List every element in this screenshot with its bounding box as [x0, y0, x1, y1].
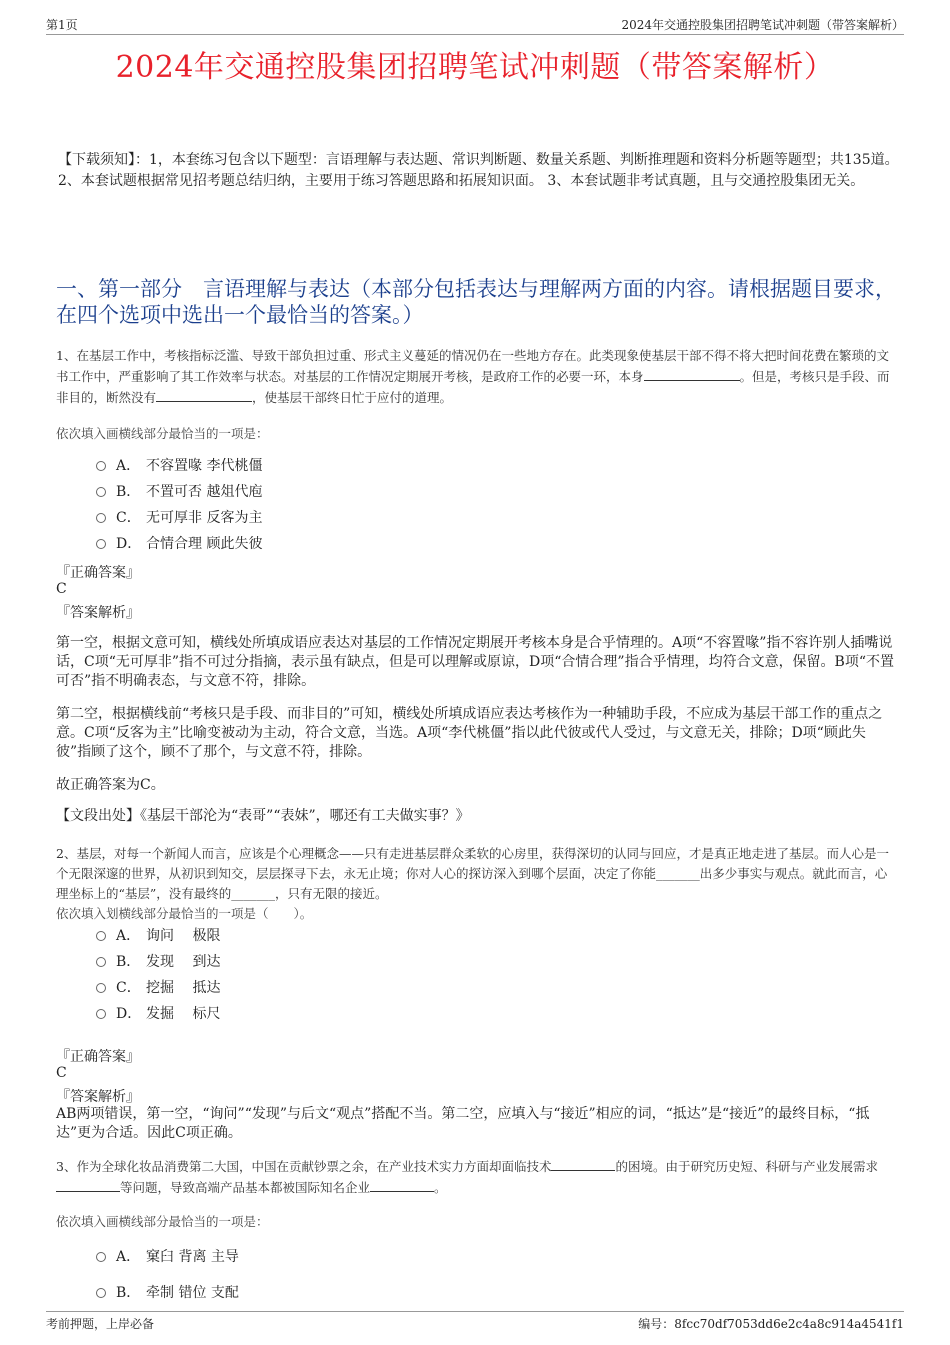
q2-instruction: 依次填入划横线部分最恰当的一项是（ ）。	[56, 906, 313, 921]
radio-icon[interactable]	[96, 487, 106, 497]
q2-answer-label: 『正确答案』	[56, 1049, 140, 1065]
page-title: 2024年交通控股集团招聘笔试冲刺题（带答案解析）	[115, 50, 835, 85]
page-header	[46, 14, 904, 35]
q1-analysis-p1: 第一空，根据文意可知，横线处所填成语应表达对基层的工作情况定期展开考核本身是合乎情理的。A项“不容置喙”指不容许别人插嘴说话，C项“无可厚非”指不可过分指摘，表示虽有缺点，但是可以理解或原谅，D项“合情合理”指合乎情理，均符合文意，保留。B项“不置可否”指不明确表态，与文意不符，排除。	[56, 635, 895, 689]
q3-instruction: 依次填入画横线部分最恰当的一项是：	[56, 1214, 269, 1229]
q1-option-c[interactable]: C． 无可厚非 反客为主	[96, 508, 262, 528]
radio-icon[interactable]	[96, 983, 106, 993]
radio-icon[interactable]	[96, 957, 106, 967]
q3-blank-2	[56, 1177, 120, 1192]
q1-option-b[interactable]: B． 不置可否 越俎代庖	[96, 482, 262, 502]
footer-slogan: 考前押题，上岸必备	[46, 1317, 155, 1331]
q2-stem: 2、基层，对每一个新闻人而言，应该是个心理概念——只有走进基层群众柔软的心房里，获得深切的认同与回应，才是真正地走进了基层。而人心是一个无限深邃的世界，从初识到知交，层层探寻下去，永无止境；你对人心的探访深入到哪个层面，决定了你能_______出多少事实与观点。就此而言，心理坐标上的“基层”，没有最终的_______，只有无限的接近。	[56, 846, 889, 901]
footer-serial: 编号：8fcc70df7053dd6e2c4a8c914a4541f1	[638, 1317, 904, 1331]
q2-option-c[interactable]: C． 挖掘 抵达	[96, 978, 220, 998]
page-footer	[46, 1311, 904, 1332]
q1-answer: C	[56, 581, 67, 597]
section-title: 一、第一部分 言语理解与表达（本部分包括表达与理解两方面的内容。请根据题目要求，在四个选项中选出一个最恰当的答案。）	[56, 277, 896, 327]
q1-stem: 1、在基层工作中，考核指标泛滥、导致干部负担过重、形式主义蔓延的情况仍在一些地方存在。此类现象使基层干部不得不将大把时间花费在繁琐的文书工作中，严重影响了其工作效率与状态。对基层的工作情况定期展开考核，是政府工作的必要一环，本身 。但是，考核只是手段、而非目的，断然没有 ，使基层干部终日忙于应付的道理。	[56, 348, 890, 405]
q2-analysis-label: 『答案解析』	[56, 1089, 140, 1105]
radio-icon[interactable]	[96, 931, 106, 941]
q1-instruction: 依次填入画横线部分最恰当的一项是：	[56, 426, 269, 441]
radio-icon[interactable]	[96, 1252, 106, 1262]
radio-icon[interactable]	[96, 539, 106, 549]
q3-option-b[interactable]: B． 牵制 错位 支配	[96, 1283, 239, 1303]
q2-analysis: AB两项错误，第一空，“询问”“发现”与后文“观点”搭配不当。第二空，应填入与“接近”相应的词，“抵达”是“接近”的最终目标，“抵达”更为合适。因此C项正确。	[56, 1106, 870, 1141]
q1-blank-2	[156, 387, 252, 402]
page-number: 第1页	[46, 18, 78, 32]
radio-icon[interactable]	[96, 1288, 106, 1298]
radio-icon[interactable]	[96, 513, 106, 523]
q2-option-b[interactable]: B． 发现 到达	[96, 952, 220, 972]
q2-option-d[interactable]: D． 发掘 标尺	[96, 1004, 220, 1024]
download-notice: 【下载须知】：1，本套练习包含以下题型：言语理解与表达题、常识判断题、数量关系题、判断推理题和资料分析题等题型；共135道。 2、本套试题根据常见招考题总结归纳，主要用于练习答题思路和拓展知识面。 3、本套试题非考试真题，且与交通控股集团无关。	[58, 152, 899, 189]
q1-source: 【文段出处】《基层干部沦为“表哥”“表妹”，哪还有工夫做实事？》	[56, 808, 470, 824]
q2-answer: C	[56, 1065, 67, 1081]
q1-answer-label: 『正确答案』	[56, 565, 140, 581]
q3-blank-1	[551, 1156, 615, 1171]
q1-analysis-p3: 故正确答案为C。	[56, 777, 165, 793]
q1-option-a[interactable]: A． 不容置喙 李代桃僵	[96, 456, 262, 476]
q3-blank-3	[370, 1177, 434, 1192]
header-doc-title: 2024年交通控股集团招聘笔试冲刺题（带答案解析）	[621, 18, 904, 32]
q1-blank-1	[644, 366, 740, 381]
q1-analysis-p2: 第二空，根据横线前“考核只是手段、而非目的”可知，横线处所填成语应表达考核作为一种辅助手段，不应成为基层干部工作的重点之意。C项“反客为主”比喻变被动为主动，符合文意，当选。A项“李代桃僵”指以此代彼或代人受过，与文意无关，排除；D项“顾此失彼”指顾了这个，顾不了那个，与文意不符，排除。	[56, 706, 883, 760]
q3-option-a[interactable]: A． 窠臼 背离 主导	[96, 1247, 239, 1267]
radio-icon[interactable]	[96, 1009, 106, 1019]
q3-stem: 3、作为全球化妆品消费第二大国，中国在贡献钞票之余，在产业技术实力方面却面临技术 的困境。由于研究历史短、科研与产业发展需求等问题，导致高端产品基本都被国际知名企业 。	[56, 1156, 898, 1198]
radio-icon[interactable]	[96, 461, 106, 471]
q1-analysis-label: 『答案解析』	[56, 605, 140, 621]
q2-option-a[interactable]: A． 询问 极限	[96, 926, 220, 946]
q1-option-d[interactable]: D． 合情合理 顾此失彼	[96, 534, 262, 554]
